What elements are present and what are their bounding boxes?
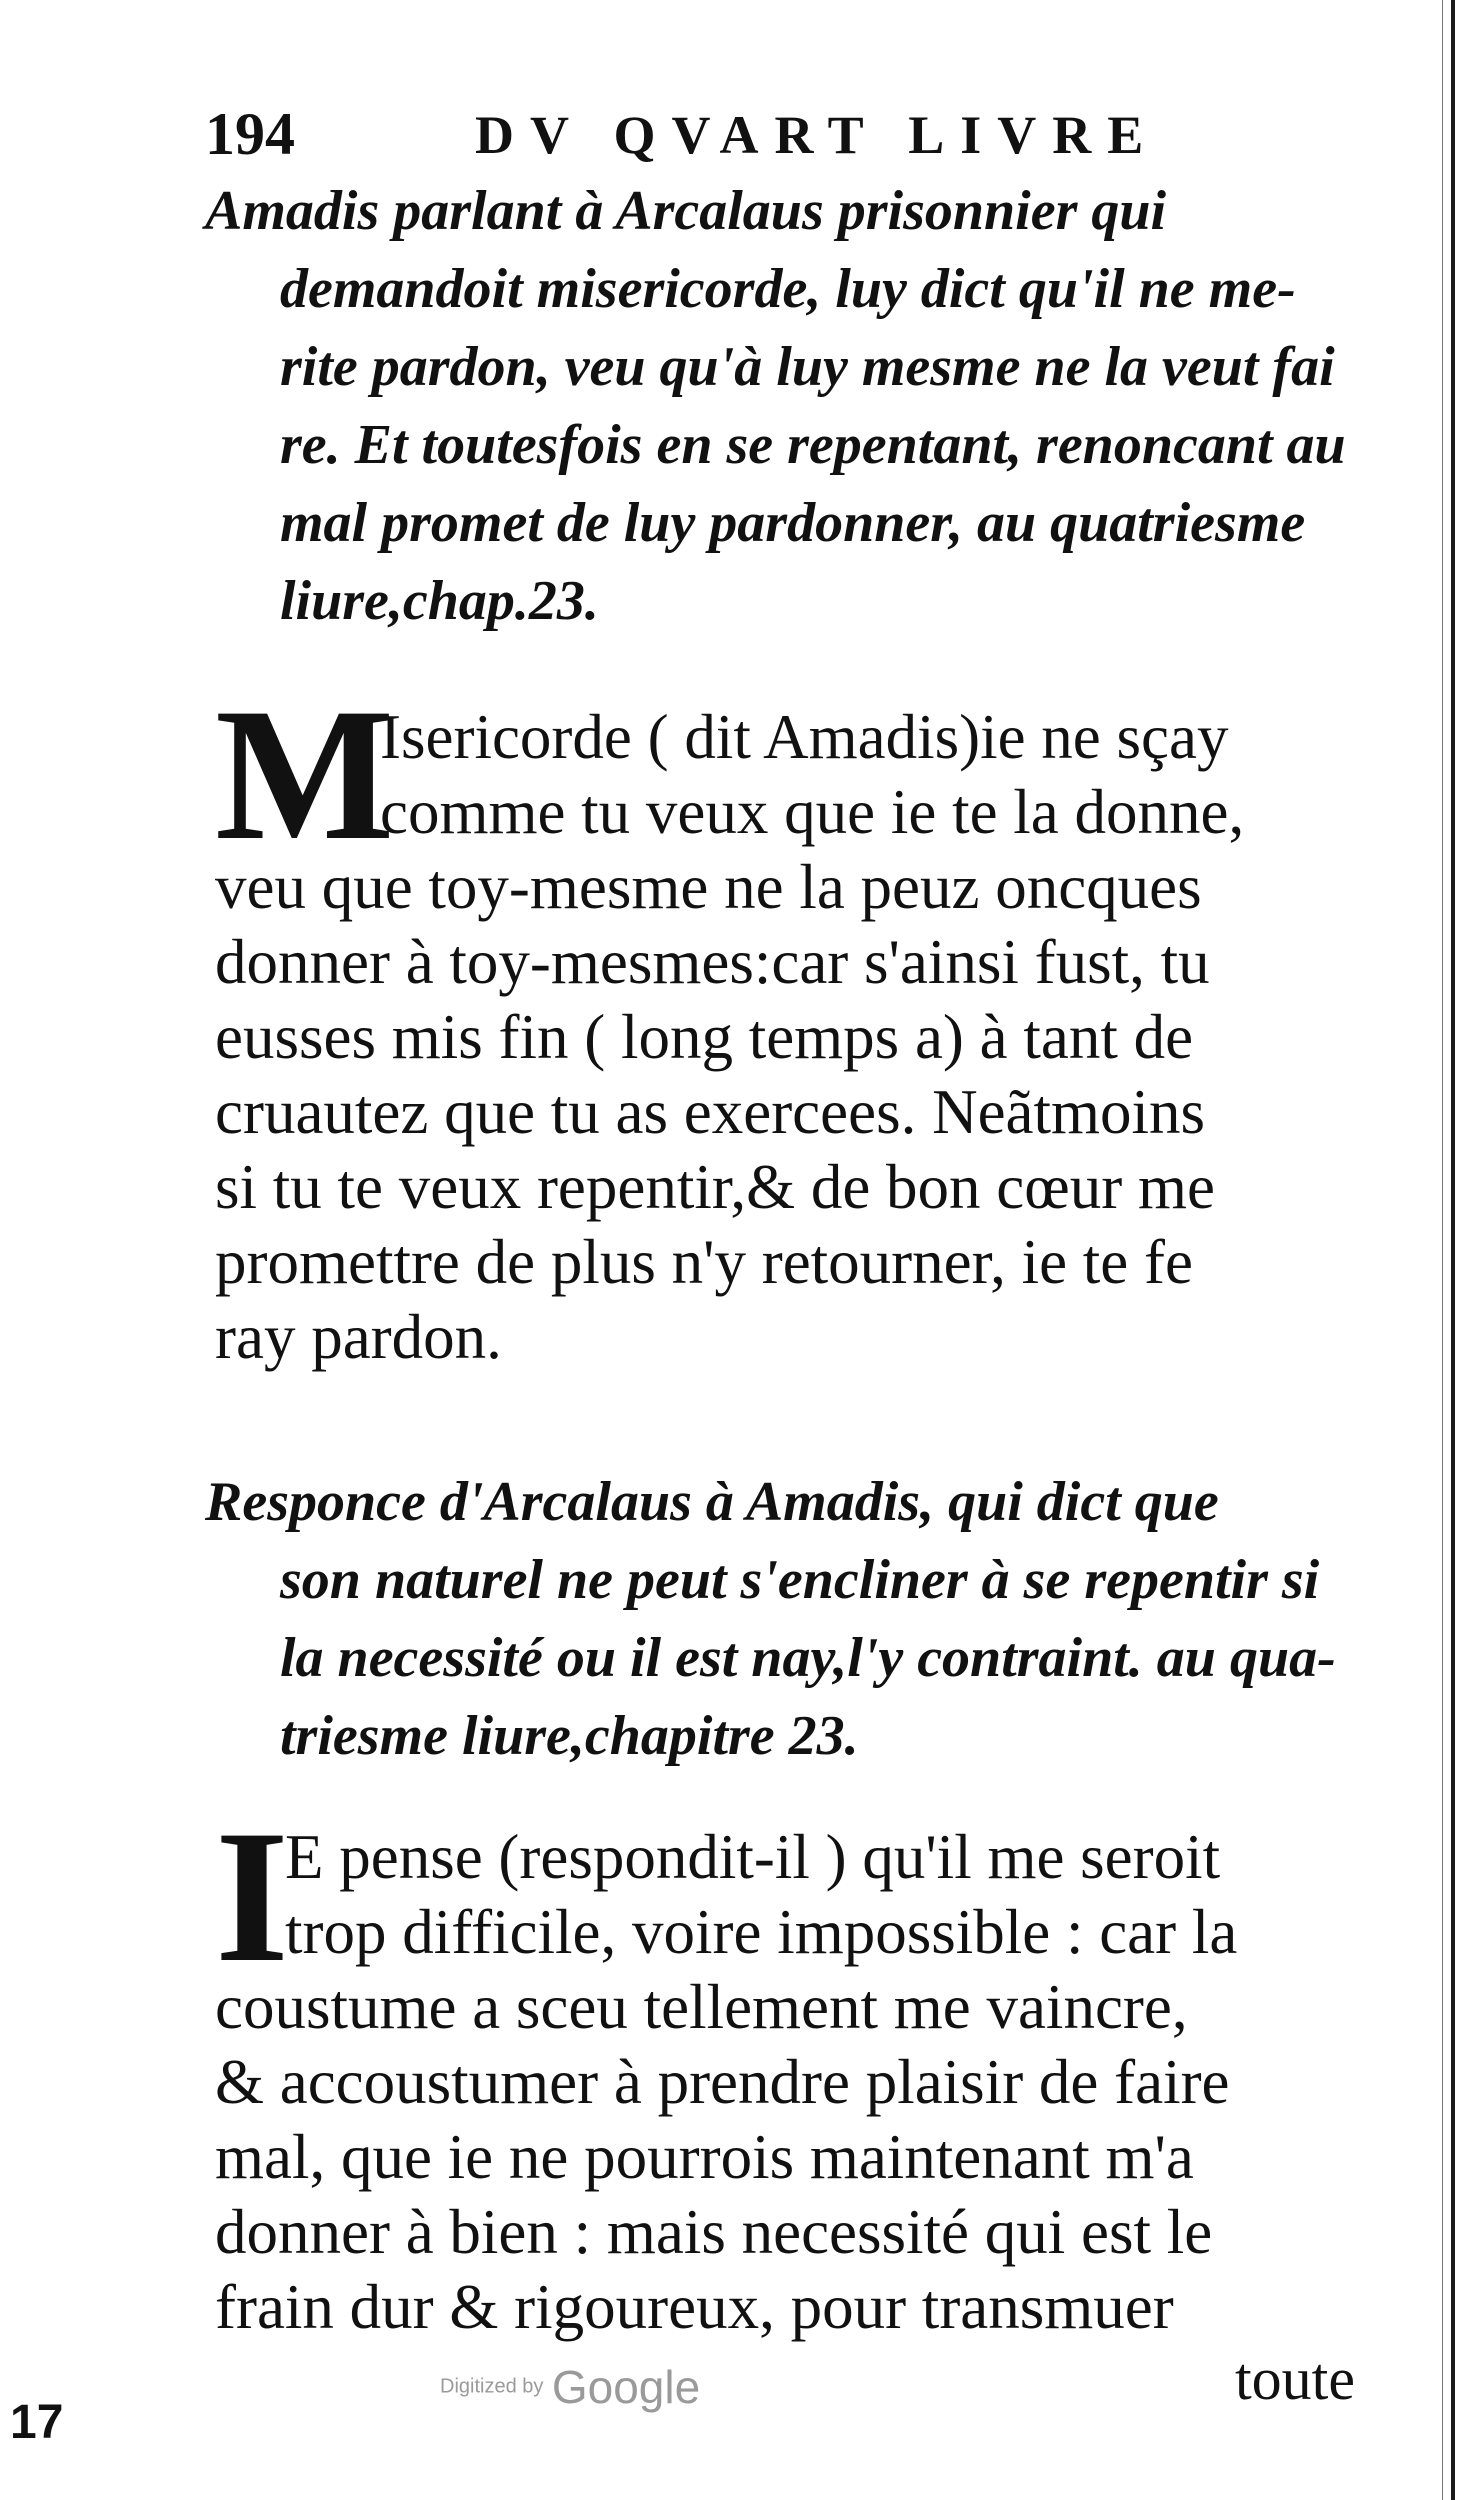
text-line: donner à bien : mais necessité qui est le <box>215 2197 1213 2267</box>
summary-line: re. Et toutesfois en se repentant, renoncant au <box>280 414 1346 476</box>
page-edge-line <box>1442 0 1443 2500</box>
catchword: toute <box>1235 2346 1355 2412</box>
running-title: DV QVART LIVRE <box>475 105 1160 165</box>
text-line: mal, que ie ne pourrois maintenant m'a <box>215 2122 1194 2192</box>
summary-line: la necessité ou il est nay,l'y contraint. au qua- <box>280 1627 1336 1689</box>
text-line: eusses mis fin ( long temps a) à tant de <box>215 1002 1194 1072</box>
digitized-watermark <box>440 2360 700 2414</box>
drop-cap: M <box>215 670 395 880</box>
page-edge <box>1451 0 1455 2500</box>
text-line: trop difficile, voire impossible : car la <box>285 1897 1238 1967</box>
text-line: comme tu veux que ie te la donne, <box>380 777 1245 847</box>
summary-line: demandoit misericorde, luy dict qu'il ne me- <box>280 258 1296 320</box>
summary-line: Responce d'Arcalaus à Amadis, qui dict que <box>205 1471 1219 1533</box>
text-line: E pense (respondit-il ) qu'il me seroit <box>285 1822 1221 1892</box>
chapter-summary-1 <box>205 172 1405 640</box>
summary-line: mal promet de luy pardonner, au quatriesme <box>280 492 1306 554</box>
summary-line: liure,chap.23. <box>280 570 599 632</box>
body-paragraph-2 <box>215 1792 1405 2345</box>
summary-line: rite pardon, veu qu'à luy mesme ne la veut fai <box>280 336 1335 398</box>
text-line: ray pardon. <box>215 1302 502 1372</box>
text-line: Isericorde ( dit Amadis)ie ne sçay <box>380 702 1229 772</box>
text-line: veu que toy-mesme ne la peuz oncques <box>215 852 1202 922</box>
text-line: frain dur & rigoureux, pour transmuer <box>215 2272 1174 2342</box>
drop-cap: I <box>215 1792 289 2002</box>
body-paragraph-1 <box>215 670 1405 1375</box>
text-line: & accoustumer à prendre plaisir de faire <box>215 2047 1230 2117</box>
text-line: donner à toy-mesmes:car s'ainsi fust, tu <box>215 927 1210 997</box>
text-line: si tu te veux repentir,& de bon cœur me <box>215 1152 1215 1222</box>
text-line: promettre de plus n'y retourner, ie te fe <box>215 1227 1193 1297</box>
watermark-prefix: Digitized by <box>440 2375 544 2398</box>
page-number: 194 <box>205 101 295 167</box>
summary-line: son naturel ne peut s'encliner à se repentir si <box>280 1549 1320 1611</box>
text-line: coustume a sceu tellement me vaincre, <box>215 1972 1188 2042</box>
running-header <box>205 100 1405 170</box>
summary-line: triesme liure,chapitre 23. <box>280 1705 859 1767</box>
text-line: cruautez que tu as exercees. Neãtmoins <box>215 1077 1206 1147</box>
margin-mark: 17 <box>10 2396 64 2449</box>
summary-line: Amadis parlant à Arcalaus prisonnier qui <box>205 180 1167 242</box>
chapter-summary-2 <box>205 1463 1405 1775</box>
watermark-brand: Google <box>551 2361 701 2413</box>
